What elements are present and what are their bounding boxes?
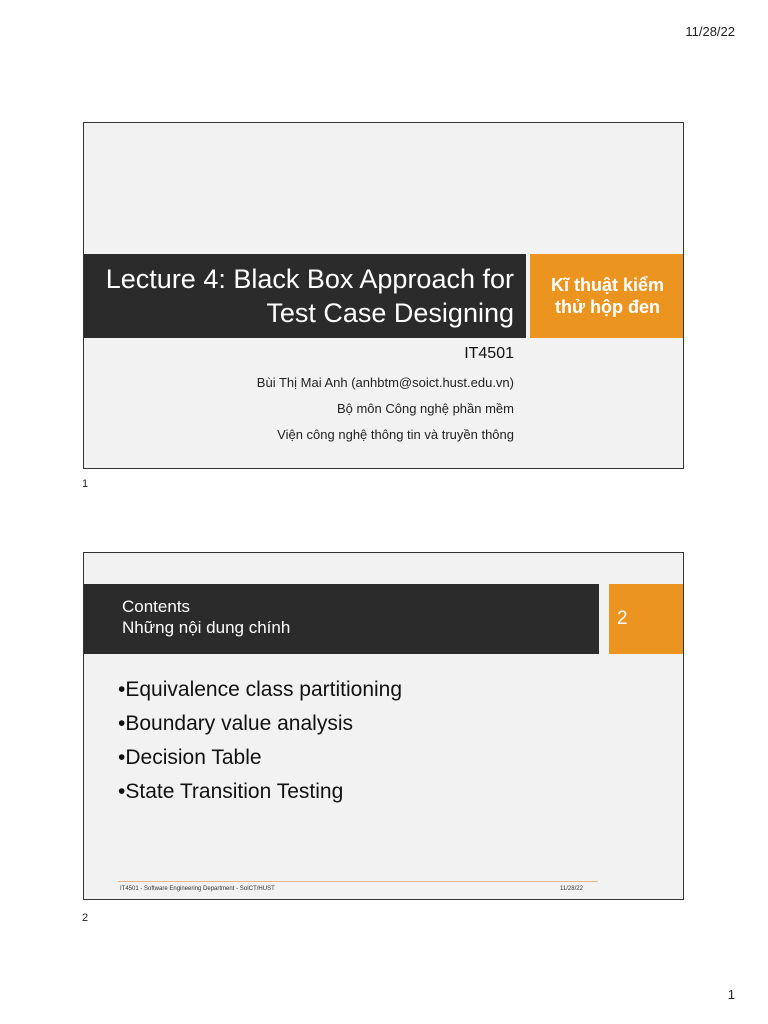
slide-number-badge — [609, 584, 684, 654]
slide-footer-text: IT4501 - Software Engineering Department - SoICT/HUST — [120, 886, 275, 892]
author-line: Bùi Thị Mai Anh (anhbtm@soict.hust.edu.vn) — [256, 375, 514, 390]
footer-divider — [118, 881, 598, 882]
contents-heading-band — [84, 584, 599, 654]
institute-line: Viện công nghệ thông tin và truyền thông — [277, 427, 514, 442]
contents-list — [118, 673, 402, 809]
list-item: • Decision Table — [118, 741, 402, 775]
contents-slide — [83, 552, 684, 900]
title-band — [84, 254, 526, 338]
vietnamese-subtitle-line-2: thử hộp đen — [554, 297, 660, 317]
slide-index-1: 1 — [82, 478, 89, 490]
title-slide — [83, 122, 684, 469]
vietnamese-subtitle-band — [530, 254, 684, 338]
slide-title-line-2: Test Case Designing — [266, 298, 514, 328]
department-line: Bộ môn Công nghệ phần mềm — [336, 401, 514, 416]
slide-footer-date: 11/28/22 — [560, 886, 583, 892]
list-item: • Equivalence class partitioning — [118, 673, 402, 707]
slide-number: 2 — [617, 608, 628, 629]
page-number: 1 — [727, 987, 735, 1002]
contents-heading-en: Contents — [122, 597, 191, 616]
list-item: • State Transition Testing — [118, 775, 402, 809]
page-date: 11/28/22 — [685, 24, 735, 39]
list-item: • Boundary value analysis — [118, 707, 402, 741]
vietnamese-subtitle-line-1: Kĩ thuật kiểm — [550, 275, 665, 295]
contents-heading-vi: Những nội dung chính — [122, 618, 291, 637]
slide-title-line-1: Lecture 4: Black Box Approach for — [105, 264, 514, 294]
course-code: IT4501 — [464, 345, 514, 362]
slide-index-2: 2 — [82, 912, 89, 924]
